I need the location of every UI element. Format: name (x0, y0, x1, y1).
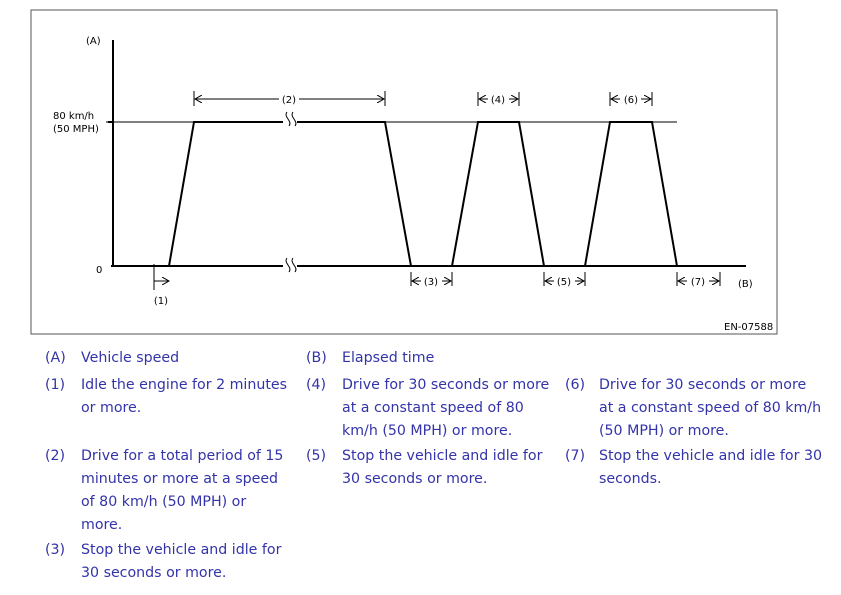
figure-code: EN-07588 (724, 322, 774, 333)
legend-item-6-label: (6) (565, 377, 586, 393)
legend-item-a-text: Vehicle speed (81, 350, 180, 366)
legend-item-5-label: (5) (306, 448, 327, 464)
legend-item-3-line: Stop the vehicle and idle for (81, 542, 282, 558)
legend-item-b-text: Elapsed time (342, 350, 435, 366)
legend-item-1-line: Idle the engine for 2 minutes (81, 377, 288, 393)
legend-item-7-line: seconds. (599, 471, 662, 487)
legend-item-4-label: (4) (306, 377, 327, 393)
legend-item-6-line: Drive for 30 seconds or more (599, 377, 807, 393)
legend-item-a-label: (A) (45, 350, 66, 366)
legend-item-5-line: 30 seconds or more. (342, 471, 488, 487)
legend-item-1-label: (1) (45, 377, 66, 393)
legend-item-b-label: (B) (306, 350, 327, 366)
axis-y-label: (A) (86, 36, 101, 47)
legend-item-3-line: 30 seconds or more. (81, 565, 227, 581)
marker-2-label: (2) (281, 95, 297, 106)
y-tick-label-80kmh: 80 km/h (53, 111, 95, 122)
legend-item-3-label: (3) (45, 542, 66, 558)
legend-item-2-line: minutes or more at a speed (81, 471, 279, 487)
legend-item-1-line: or more. (81, 400, 142, 416)
legend-item-2-line: Drive for a total period of 15 (81, 448, 284, 464)
legend-item-2-line: more. (81, 517, 123, 533)
legend-item-7-label: (7) (565, 448, 586, 464)
marker-3-label: (3) (423, 277, 439, 288)
legend-item-4-line: km/h (50 MPH) or more. (342, 423, 513, 439)
marker-7-label: (7) (690, 277, 706, 288)
y-tick-label-zero: 0 (96, 265, 103, 276)
marker-4-label: (4) (490, 95, 506, 106)
legend-item-6-line: at a constant speed of 80 km/h (599, 400, 822, 416)
legend-item-7-line: Stop the vehicle and idle for 30 (599, 448, 822, 464)
marker-6-label: (6) (623, 95, 639, 106)
legend-item-2-label: (2) (45, 448, 66, 464)
marker-5-label: (5) (556, 277, 572, 288)
legend-item-2-line: of 80 km/h (50 MPH) or (81, 494, 247, 510)
axis-x-label: (B) (738, 279, 753, 290)
y-tick-label-50mph: (50 MPH) (53, 124, 99, 135)
marker-1-label: (1) (153, 296, 169, 307)
legend-item-6-line: (50 MPH) or more. (599, 423, 729, 439)
legend-item-4-line: at a constant speed of 80 (342, 400, 524, 416)
legend-item-4-line: Drive for 30 seconds or more (342, 377, 550, 393)
legend-item-5-line: Stop the vehicle and idle for (342, 448, 543, 464)
